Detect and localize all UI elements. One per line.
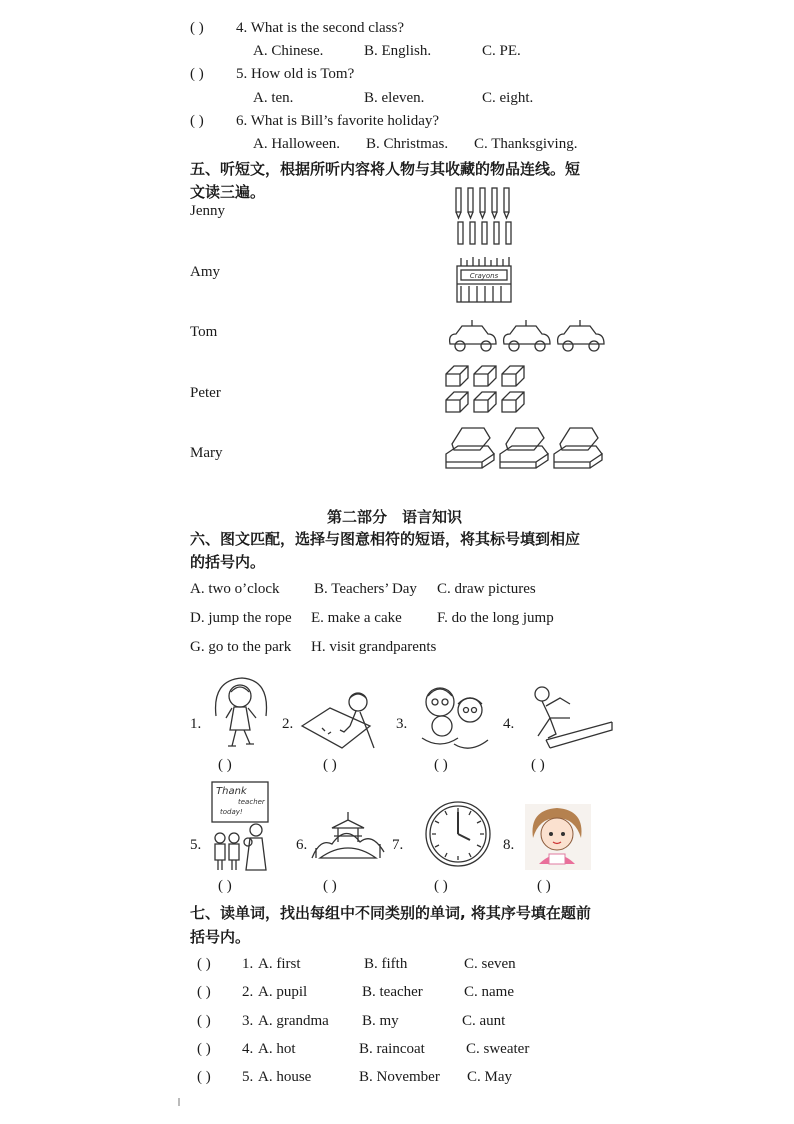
word-a: A. pupil (258, 984, 308, 1000)
option-c: C. Thanksgiving. (474, 136, 578, 152)
option-c: C. PE. (482, 43, 521, 59)
person-tom[interactable]: Tom (190, 324, 218, 340)
word-c: C. seven (464, 956, 516, 972)
books-icon[interactable] (442, 424, 608, 472)
part-title: 第二部分 语言知识 (327, 508, 463, 526)
answer-bracket[interactable]: ( ) (190, 20, 204, 36)
item-number: 1. (242, 956, 254, 972)
answer-bracket[interactable]: ( ) (218, 757, 232, 773)
question-stem: 5. How old is Tom? (236, 66, 355, 82)
phrase-option: A. two o’clock (190, 581, 280, 597)
item-number: 3. (242, 1013, 254, 1029)
word-c: C. sweater (466, 1041, 530, 1057)
picture-number: 2. (282, 716, 294, 732)
clock-icon (424, 800, 492, 868)
option-b: B. eleven. (364, 90, 425, 106)
picture-number: 7. (392, 837, 404, 853)
teachers-day-icon (208, 780, 274, 872)
picture-number: 5. (190, 837, 202, 853)
question-stem: 6. What is Bill’s favorite holiday? (236, 113, 440, 129)
word-c: C. aunt (462, 1013, 506, 1029)
answer-bracket[interactable]: ( ) (537, 878, 551, 894)
phrase-option: B. Teachers’ Day (314, 581, 417, 597)
person-jenny[interactable]: Jenny (190, 203, 225, 219)
word-c: C. May (467, 1069, 512, 1085)
word-a: A. first (258, 956, 301, 972)
word-b: B. raincoat (359, 1041, 425, 1057)
person-amy[interactable]: Amy (190, 264, 220, 280)
section-title-cont: 括号内。 (190, 928, 251, 946)
picture-number: 3. (396, 716, 408, 732)
section-title-cont: 的括号内。 (190, 553, 266, 571)
phrase-option: E. make a cake (311, 610, 402, 626)
answer-bracket[interactable]: ( ) (190, 66, 204, 82)
word-a: A. hot (258, 1041, 296, 1057)
question-stem: 4. What is the second class? (236, 20, 405, 36)
person-peter[interactable]: Peter (190, 385, 221, 401)
poster-text: today! (220, 808, 243, 816)
phrase-option: F. do the long jump (437, 610, 554, 626)
long-jump-icon (516, 684, 616, 750)
answer-bracket[interactable]: ( ) (190, 113, 204, 129)
answer-bracket[interactable]: ( ) (197, 1041, 211, 1057)
cake-girl-icon (525, 804, 591, 870)
option-a: A. ten. (253, 90, 294, 106)
picture-number: 4. (503, 716, 515, 732)
picture-number: 1. (190, 716, 202, 732)
section-title: 七、读单词，找出每组中不同类别的单词, 将其序号填在题前 (190, 904, 591, 922)
answer-bracket[interactable]: ( ) (531, 757, 545, 773)
answer-bracket[interactable]: ( ) (434, 757, 448, 773)
answer-bracket[interactable]: ( ) (218, 878, 232, 894)
phrase-option: H. visit grandparents (311, 639, 437, 655)
crayons-icon[interactable] (455, 256, 515, 304)
erasers-icon[interactable] (444, 364, 530, 414)
section-title-cont: 文读三遍。 (190, 183, 266, 201)
phrase-option: C. draw pictures (437, 581, 536, 597)
answer-bracket[interactable]: ( ) (197, 956, 211, 972)
person-mary[interactable]: Mary (190, 445, 223, 461)
section-title: 五、听短文，根据所听内容将人物与其收藏的物品连线。短 (190, 160, 581, 178)
option-a: A. Halloween. (253, 136, 341, 152)
toy-cars-icon[interactable] (446, 316, 610, 356)
option-c: C. eight. (482, 90, 534, 106)
poster-text: teacher (238, 798, 265, 806)
word-a: A. house (258, 1069, 312, 1085)
item-number: 2. (242, 984, 254, 1000)
scan-mark (178, 1098, 180, 1106)
option-a: A. Chinese. (253, 43, 324, 59)
option-b: B. English. (364, 43, 432, 59)
park-icon (310, 808, 386, 862)
grandparents-icon (412, 680, 496, 752)
answer-bracket[interactable]: ( ) (323, 878, 337, 894)
answer-bracket[interactable]: ( ) (323, 757, 337, 773)
word-b: B. fifth (364, 956, 408, 972)
word-a: A. grandma (258, 1013, 329, 1029)
answer-bracket[interactable]: ( ) (434, 878, 448, 894)
phrase-option: D. jump the rope (190, 610, 292, 626)
phrase-option: G. go to the park (190, 639, 292, 655)
word-b: B. my (362, 1013, 399, 1029)
drawing-boy-icon (300, 686, 380, 752)
word-c: C. name (464, 984, 514, 1000)
section-title: 六、图文匹配，选择与图意相符的短语，将其标号填到相应 (190, 530, 581, 548)
item-number: 4. (242, 1041, 254, 1057)
answer-bracket[interactable]: ( ) (197, 1013, 211, 1029)
item-number: 5. (242, 1069, 254, 1085)
picture-number: 6. (296, 837, 308, 853)
answer-bracket[interactable]: ( ) (197, 1069, 211, 1085)
crayons-label: Crayons (469, 272, 499, 280)
answer-bracket[interactable]: ( ) (197, 984, 211, 1000)
pens-icon[interactable] (452, 186, 518, 248)
poster-text: Thank (216, 786, 247, 797)
word-b: B. teacher (362, 984, 423, 1000)
word-b: B. November (359, 1069, 440, 1085)
option-b: B. Christmas. (366, 136, 449, 152)
jump-rope-girl-icon (212, 676, 270, 752)
picture-number: 8. (503, 837, 515, 853)
